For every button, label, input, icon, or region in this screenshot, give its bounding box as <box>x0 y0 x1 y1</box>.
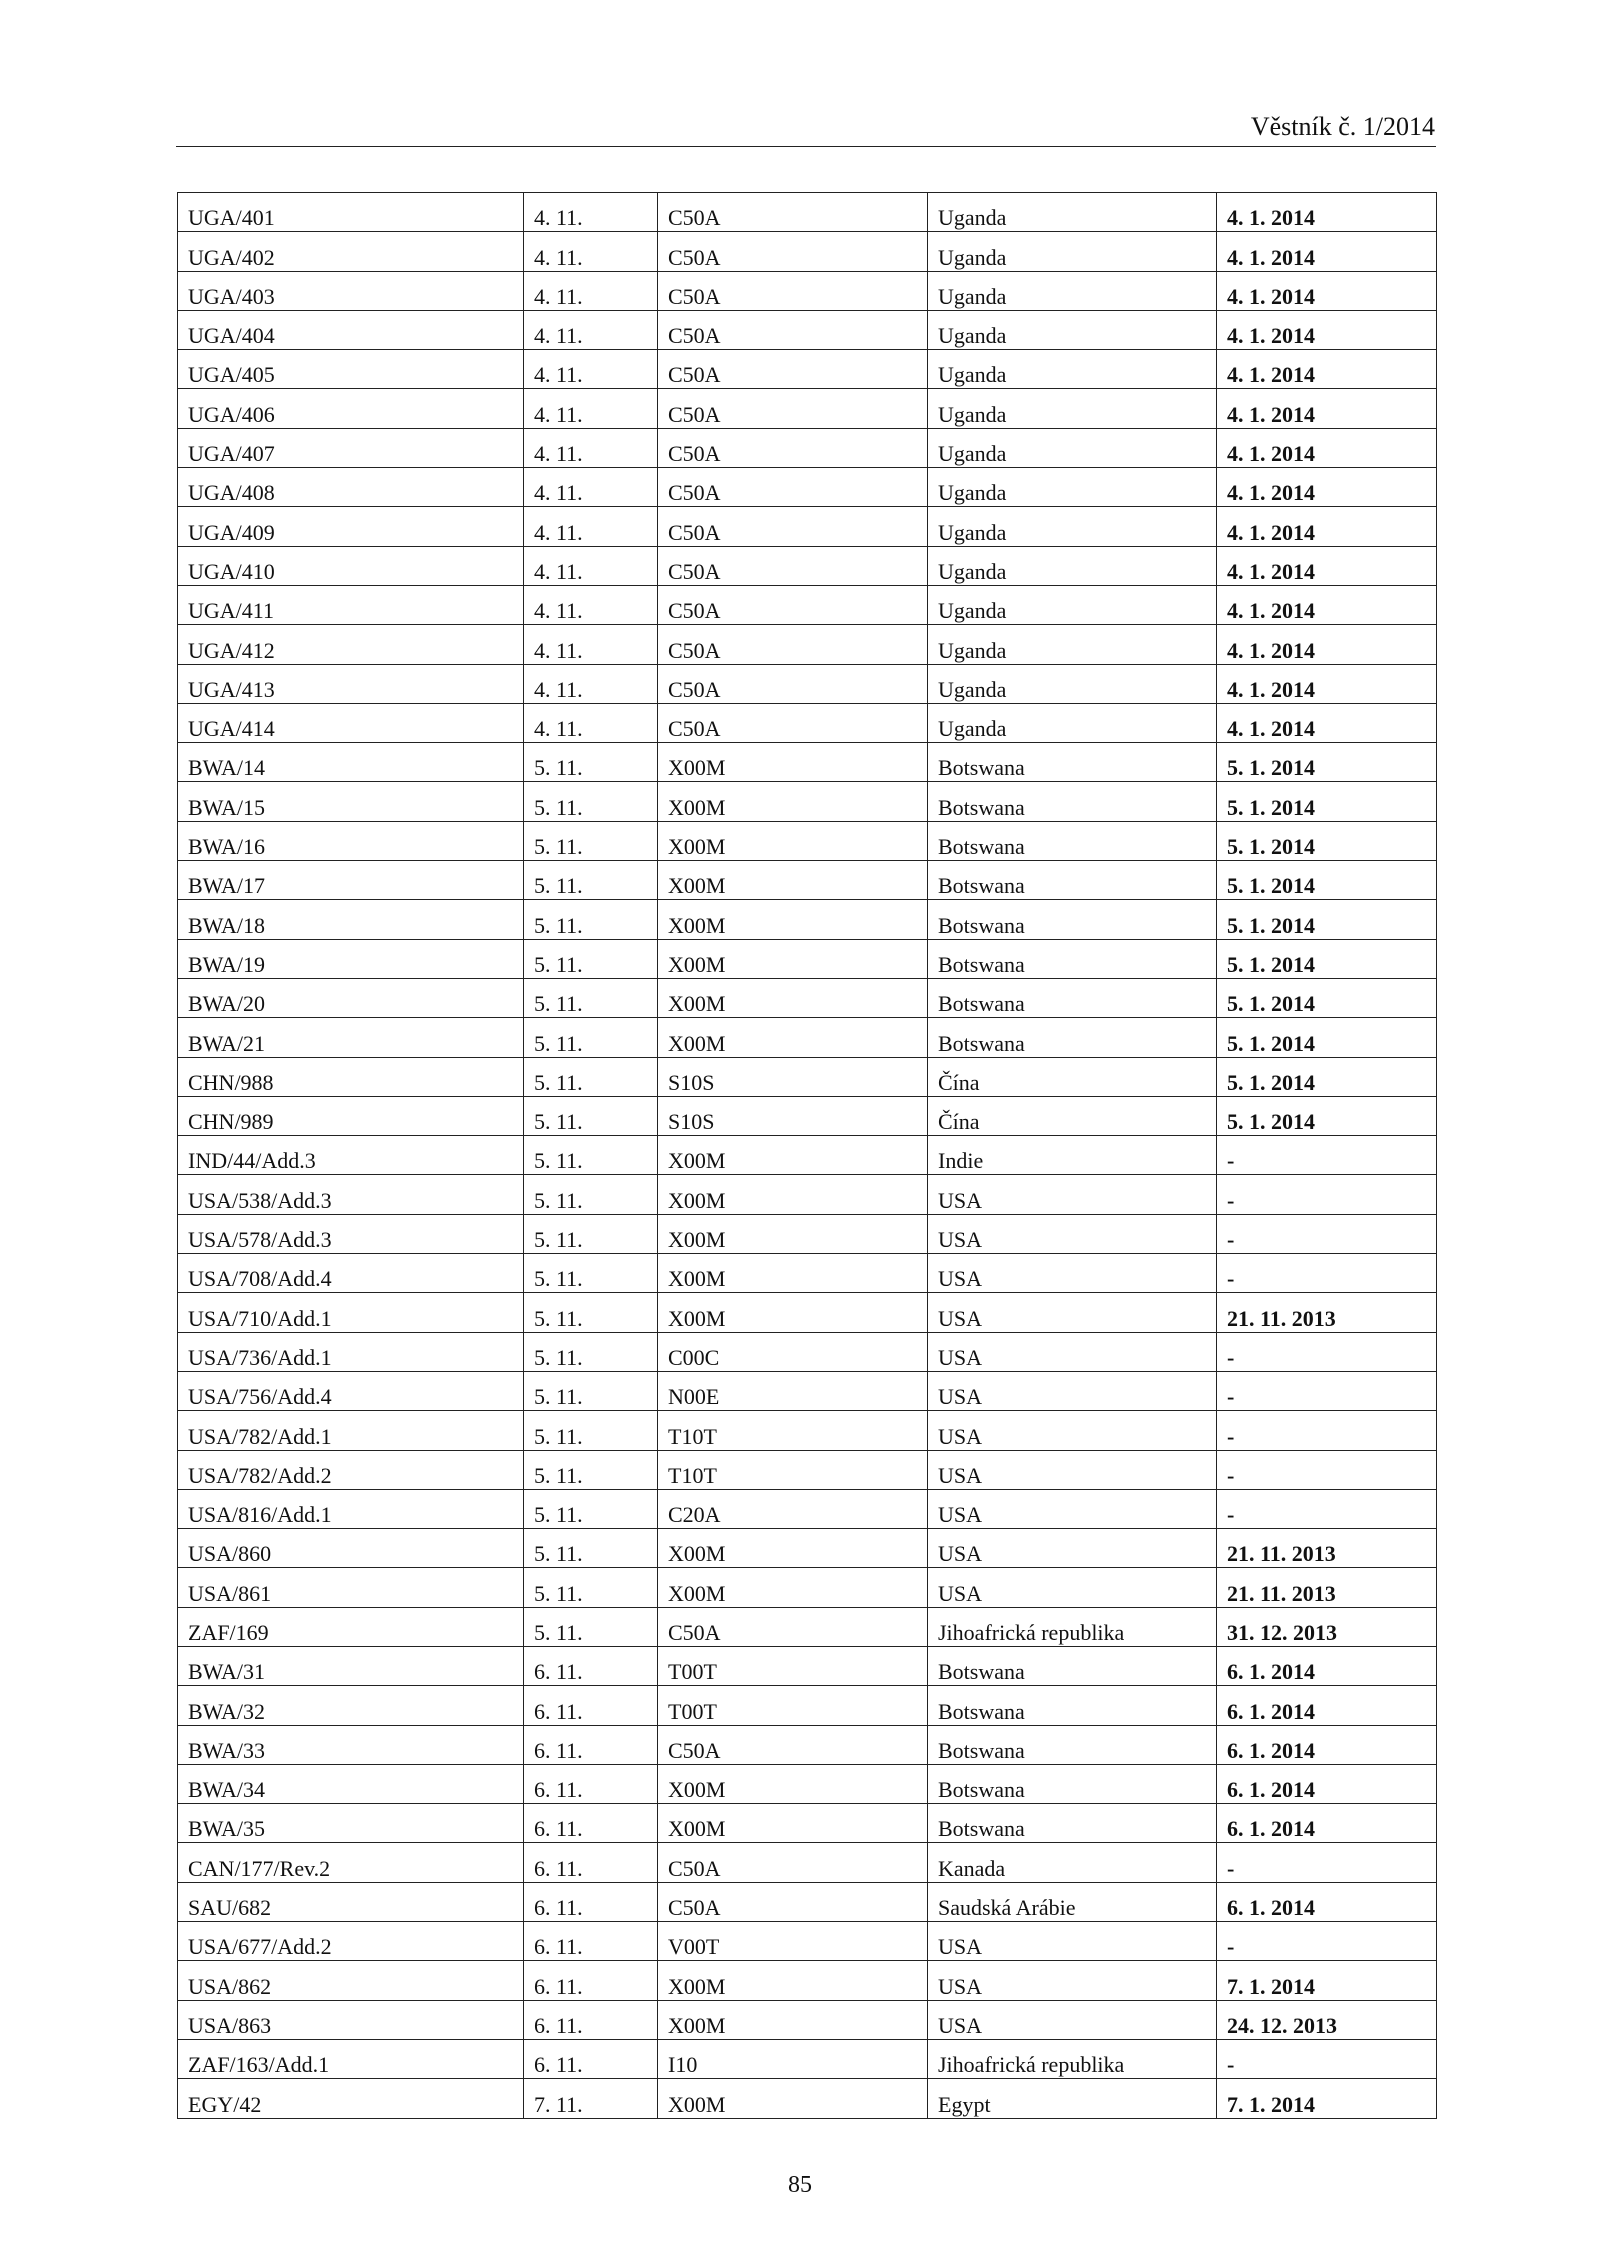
country-cell: Uganda <box>928 664 1217 703</box>
notification-code-cell: ZAF/163/Add.1 <box>178 2039 524 2078</box>
table-row <box>178 1293 1437 1332</box>
deadline-cell: - <box>1217 2039 1437 2078</box>
ics-code-cell: C50A <box>658 468 928 507</box>
country-cell: Uganda <box>928 625 1217 664</box>
deadline-cell: - <box>1217 1922 1437 1961</box>
deadline-cell: 4. 1. 2014 <box>1217 585 1437 624</box>
ics-code-cell: X00M <box>658 1136 928 1175</box>
ics-code-cell: X00M <box>658 743 928 782</box>
table-row <box>178 193 1437 232</box>
deadline-cell: 5. 1. 2014 <box>1217 1096 1437 1135</box>
deadline-cell: 4. 1. 2014 <box>1217 389 1437 428</box>
date-cell: 5. 11. <box>524 1254 658 1293</box>
ics-code-cell: C50A <box>658 350 928 389</box>
notification-code-cell: USA/816/Add.1 <box>178 1489 524 1528</box>
country-cell: Botswana <box>928 1686 1217 1725</box>
deadline-cell: 4. 1. 2014 <box>1217 428 1437 467</box>
ics-code-cell: X00M <box>658 861 928 900</box>
table-row <box>178 468 1437 507</box>
table-row <box>178 1096 1437 1135</box>
country-cell: USA <box>928 1922 1217 1961</box>
deadline-cell: 6. 1. 2014 <box>1217 1882 1437 1921</box>
country-cell: Uganda <box>928 468 1217 507</box>
ics-code-cell: X00M <box>658 2000 928 2039</box>
ics-code-cell: N00E <box>658 1371 928 1410</box>
ics-code-cell: C50A <box>658 1882 928 1921</box>
date-cell: 5. 11. <box>524 821 658 860</box>
date-cell: 4. 11. <box>524 546 658 585</box>
deadline-cell: 6. 1. 2014 <box>1217 1686 1437 1725</box>
country-cell: Uganda <box>928 271 1217 310</box>
date-cell: 5. 11. <box>524 861 658 900</box>
date-cell: 6. 11. <box>524 2039 658 2078</box>
country-cell: Čína <box>928 1096 1217 1135</box>
deadline-cell: 5. 1. 2014 <box>1217 743 1437 782</box>
notification-code-cell: UGA/407 <box>178 428 524 467</box>
date-cell: 5. 11. <box>524 1607 658 1646</box>
country-cell: Botswana <box>928 821 1217 860</box>
notification-table <box>177 192 1437 2119</box>
country-cell: Botswana <box>928 1646 1217 1685</box>
table-row <box>178 389 1437 428</box>
deadline-cell: - <box>1217 1214 1437 1253</box>
notification-code-cell: USA/708/Add.4 <box>178 1254 524 1293</box>
date-cell: 4. 11. <box>524 193 658 232</box>
table-row <box>178 1922 1437 1961</box>
deadline-cell: - <box>1217 1136 1437 1175</box>
date-cell: 5. 11. <box>524 900 658 939</box>
date-cell: 7. 11. <box>524 2079 658 2118</box>
country-cell: Botswana <box>928 1804 1217 1843</box>
notification-code-cell: BWA/33 <box>178 1725 524 1764</box>
deadline-cell: 4. 1. 2014 <box>1217 271 1437 310</box>
country-cell: USA <box>928 1293 1217 1332</box>
deadline-cell: 21. 11. 2013 <box>1217 1529 1437 1568</box>
country-cell: Botswana <box>928 978 1217 1017</box>
deadline-cell: 24. 12. 2013 <box>1217 2000 1437 2039</box>
date-cell: 6. 11. <box>524 1922 658 1961</box>
notification-code-cell: BWA/32 <box>178 1686 524 1725</box>
deadline-cell: - <box>1217 1175 1437 1214</box>
notification-code-cell: BWA/35 <box>178 1804 524 1843</box>
date-cell: 4. 11. <box>524 507 658 546</box>
date-cell: 4. 11. <box>524 310 658 349</box>
deadline-cell: 4. 1. 2014 <box>1217 232 1437 271</box>
ics-code-cell: X00M <box>658 821 928 860</box>
date-cell: 4. 11. <box>524 389 658 428</box>
deadline-cell: - <box>1217 1843 1437 1882</box>
country-cell: Uganda <box>928 389 1217 428</box>
country-cell: Botswana <box>928 743 1217 782</box>
table-row <box>178 1882 1437 1921</box>
ics-code-cell: X00M <box>658 1018 928 1057</box>
ics-code-cell: C50A <box>658 1607 928 1646</box>
table-row <box>178 1254 1437 1293</box>
deadline-cell: 5. 1. 2014 <box>1217 821 1437 860</box>
ics-code-cell: X00M <box>658 939 928 978</box>
country-cell: Botswana <box>928 900 1217 939</box>
table-row <box>178 1764 1437 1803</box>
notification-code-cell: ZAF/169 <box>178 1607 524 1646</box>
deadline-cell: 4. 1. 2014 <box>1217 546 1437 585</box>
notification-code-cell: USA/677/Add.2 <box>178 1922 524 1961</box>
table-row <box>178 546 1437 585</box>
header-divider <box>176 146 1436 147</box>
deadline-cell: 5. 1. 2014 <box>1217 861 1437 900</box>
deadline-cell: 5. 1. 2014 <box>1217 939 1437 978</box>
country-cell: USA <box>928 1332 1217 1371</box>
country-cell: Uganda <box>928 585 1217 624</box>
date-cell: 5. 11. <box>524 1136 658 1175</box>
country-cell: Uganda <box>928 232 1217 271</box>
table-row <box>178 625 1437 664</box>
table-row <box>178 821 1437 860</box>
ics-code-cell: X00M <box>658 978 928 1017</box>
date-cell: 4. 11. <box>524 585 658 624</box>
table-body <box>178 193 1437 2119</box>
country-cell: Egypt <box>928 2079 1217 2118</box>
country-cell: USA <box>928 1214 1217 1253</box>
deadline-cell: 4. 1. 2014 <box>1217 193 1437 232</box>
notification-code-cell: BWA/20 <box>178 978 524 1017</box>
table-row <box>178 1804 1437 1843</box>
date-cell: 6. 11. <box>524 2000 658 2039</box>
notification-code-cell: EGY/42 <box>178 2079 524 2118</box>
notification-code-cell: UGA/402 <box>178 232 524 271</box>
notification-code-cell: BWA/34 <box>178 1764 524 1803</box>
date-cell: 6. 11. <box>524 1686 658 1725</box>
table-row <box>178 664 1437 703</box>
date-cell: 5. 11. <box>524 1057 658 1096</box>
table-row <box>178 1411 1437 1450</box>
ics-code-cell: C50A <box>658 703 928 742</box>
table-row <box>178 1961 1437 2000</box>
deadline-cell: - <box>1217 1489 1437 1528</box>
notification-code-cell: UGA/412 <box>178 625 524 664</box>
ics-code-cell: S10S <box>658 1096 928 1135</box>
deadline-cell: 4. 1. 2014 <box>1217 468 1437 507</box>
table-row <box>178 861 1437 900</box>
deadline-cell: 5. 1. 2014 <box>1217 900 1437 939</box>
deadline-cell: 7. 1. 2014 <box>1217 2079 1437 2118</box>
date-cell: 4. 11. <box>524 350 658 389</box>
table-row <box>178 1725 1437 1764</box>
deadline-cell: 4. 1. 2014 <box>1217 350 1437 389</box>
table-row <box>178 743 1437 782</box>
ics-code-cell: C50A <box>658 271 928 310</box>
date-cell: 6. 11. <box>524 1882 658 1921</box>
ics-code-cell: C50A <box>658 389 928 428</box>
country-cell: Saudská Arábie <box>928 1882 1217 1921</box>
country-cell: Uganda <box>928 507 1217 546</box>
notification-code-cell: USA/538/Add.3 <box>178 1175 524 1214</box>
deadline-cell: 21. 11. 2013 <box>1217 1293 1437 1332</box>
country-cell: USA <box>928 1961 1217 2000</box>
table-row <box>178 2000 1437 2039</box>
table-row <box>178 1568 1437 1607</box>
notification-code-cell: UGA/406 <box>178 389 524 428</box>
table-row <box>178 1686 1437 1725</box>
deadline-cell: 6. 1. 2014 <box>1217 1725 1437 1764</box>
bulletin-title: Věstník č. 1/2014 <box>1250 112 1435 141</box>
notification-code-cell: UGA/409 <box>178 507 524 546</box>
page-number: 85 <box>788 2172 812 2198</box>
country-cell: USA <box>928 1568 1217 1607</box>
table-row <box>178 1450 1437 1489</box>
date-cell: 5. 11. <box>524 1450 658 1489</box>
ics-code-cell: X00M <box>658 1214 928 1253</box>
date-cell: 5. 11. <box>524 1489 658 1528</box>
date-cell: 4. 11. <box>524 428 658 467</box>
country-cell: Uganda <box>928 310 1217 349</box>
date-cell: 4. 11. <box>524 625 658 664</box>
notification-code-cell: USA/862 <box>178 1961 524 2000</box>
ics-code-cell: X00M <box>658 1804 928 1843</box>
deadline-cell: 5. 1. 2014 <box>1217 782 1437 821</box>
date-cell: 4. 11. <box>524 468 658 507</box>
table-row <box>178 1529 1437 1568</box>
deadline-cell: 5. 1. 2014 <box>1217 1057 1437 1096</box>
deadline-cell: - <box>1217 1371 1437 1410</box>
country-cell: Indie <box>928 1136 1217 1175</box>
country-cell: USA <box>928 1175 1217 1214</box>
notification-code-cell: BWA/31 <box>178 1646 524 1685</box>
ics-code-cell: C50A <box>658 428 928 467</box>
notification-code-cell: UGA/413 <box>178 664 524 703</box>
ics-code-cell: S10S <box>658 1057 928 1096</box>
country-cell: Čína <box>928 1057 1217 1096</box>
country-cell: Botswana <box>928 939 1217 978</box>
country-cell: Uganda <box>928 350 1217 389</box>
ics-code-cell: X00M <box>658 1961 928 2000</box>
date-cell: 4. 11. <box>524 232 658 271</box>
deadline-cell: 6. 1. 2014 <box>1217 1646 1437 1685</box>
deadline-cell: - <box>1217 1411 1437 1450</box>
ics-code-cell: X00M <box>658 2079 928 2118</box>
country-cell: Uganda <box>928 193 1217 232</box>
table-row <box>178 939 1437 978</box>
date-cell: 5. 11. <box>524 1568 658 1607</box>
ics-code-cell: C00C <box>658 1332 928 1371</box>
date-cell: 4. 11. <box>524 703 658 742</box>
ics-code-cell: C50A <box>658 232 928 271</box>
country-cell: Uganda <box>928 703 1217 742</box>
notification-code-cell: UGA/404 <box>178 310 524 349</box>
deadline-cell: 7. 1. 2014 <box>1217 1961 1437 2000</box>
deadline-cell: - <box>1217 1450 1437 1489</box>
country-cell: Botswana <box>928 1018 1217 1057</box>
notification-code-cell: UGA/410 <box>178 546 524 585</box>
deadline-cell: 4. 1. 2014 <box>1217 310 1437 349</box>
table-row <box>178 1843 1437 1882</box>
ics-code-cell: C50A <box>658 585 928 624</box>
notification-code-cell: USA/578/Add.3 <box>178 1214 524 1253</box>
notification-code-cell: CHN/989 <box>178 1096 524 1135</box>
notification-code-cell: BWA/15 <box>178 782 524 821</box>
date-cell: 5. 11. <box>524 782 658 821</box>
date-cell: 6. 11. <box>524 1646 658 1685</box>
notification-code-cell: BWA/19 <box>178 939 524 978</box>
table-row <box>178 507 1437 546</box>
country-cell: Kanada <box>928 1843 1217 1882</box>
notification-code-cell: UGA/411 <box>178 585 524 624</box>
deadline-cell: 4. 1. 2014 <box>1217 507 1437 546</box>
notification-code-cell: USA/736/Add.1 <box>178 1332 524 1371</box>
notification-code-cell: UGA/401 <box>178 193 524 232</box>
notification-code-cell: UGA/403 <box>178 271 524 310</box>
table-row <box>178 1057 1437 1096</box>
notification-code-cell: USA/710/Add.1 <box>178 1293 524 1332</box>
country-cell: Jihoafrická republika <box>928 1607 1217 1646</box>
notification-code-cell: BWA/18 <box>178 900 524 939</box>
notification-code-cell: CAN/177/Rev.2 <box>178 1843 524 1882</box>
notification-code-cell: USA/782/Add.1 <box>178 1411 524 1450</box>
notification-code-cell: USA/782/Add.2 <box>178 1450 524 1489</box>
ics-code-cell: C50A <box>658 507 928 546</box>
notification-code-cell: UGA/405 <box>178 350 524 389</box>
ics-code-cell: X00M <box>658 1175 928 1214</box>
ics-code-cell: C50A <box>658 664 928 703</box>
deadline-cell: 4. 1. 2014 <box>1217 625 1437 664</box>
ics-code-cell: C50A <box>658 193 928 232</box>
ics-code-cell: C50A <box>658 310 928 349</box>
table-row <box>178 1136 1437 1175</box>
table-row <box>178 1332 1437 1371</box>
date-cell: 5. 11. <box>524 1096 658 1135</box>
deadline-cell: 21. 11. 2013 <box>1217 1568 1437 1607</box>
date-cell: 6. 11. <box>524 1804 658 1843</box>
date-cell: 6. 11. <box>524 1764 658 1803</box>
table-row <box>178 2039 1437 2078</box>
table-row <box>178 350 1437 389</box>
date-cell: 5. 11. <box>524 1214 658 1253</box>
country-cell: Jihoafrická republika <box>928 2039 1217 2078</box>
ics-code-cell: X00M <box>658 1254 928 1293</box>
deadline-cell: 6. 1. 2014 <box>1217 1804 1437 1843</box>
country-cell: USA <box>928 1411 1217 1450</box>
ics-code-cell: T00T <box>658 1646 928 1685</box>
deadline-cell: 6. 1. 2014 <box>1217 1764 1437 1803</box>
ics-code-cell: C50A <box>658 1725 928 1764</box>
table-row <box>178 310 1437 349</box>
date-cell: 5. 11. <box>524 1371 658 1410</box>
notification-code-cell: IND/44/Add.3 <box>178 1136 524 1175</box>
notification-code-cell: CHN/988 <box>178 1057 524 1096</box>
notification-code-cell: SAU/682 <box>178 1882 524 1921</box>
ics-code-cell: X00M <box>658 1568 928 1607</box>
country-cell: USA <box>928 2000 1217 2039</box>
country-cell: Botswana <box>928 782 1217 821</box>
table-row <box>178 1018 1437 1057</box>
country-cell: USA <box>928 1371 1217 1410</box>
table-row <box>178 585 1437 624</box>
ics-code-cell: C50A <box>658 546 928 585</box>
date-cell: 4. 11. <box>524 664 658 703</box>
notification-code-cell: USA/861 <box>178 1568 524 1607</box>
country-cell: Botswana <box>928 861 1217 900</box>
ics-code-cell: X00M <box>658 1764 928 1803</box>
notification-code-cell: BWA/14 <box>178 743 524 782</box>
notification-code-cell: UGA/414 <box>178 703 524 742</box>
ics-code-cell: X00M <box>658 900 928 939</box>
country-cell: Uganda <box>928 428 1217 467</box>
notification-code-cell: BWA/21 <box>178 1018 524 1057</box>
table-row <box>178 232 1437 271</box>
ics-code-cell: V00T <box>658 1922 928 1961</box>
deadline-cell: 4. 1. 2014 <box>1217 703 1437 742</box>
ics-code-cell: I10 <box>658 2039 928 2078</box>
country-cell: USA <box>928 1529 1217 1568</box>
country-cell: Botswana <box>928 1725 1217 1764</box>
ics-code-cell: C50A <box>658 1843 928 1882</box>
date-cell: 6. 11. <box>524 1843 658 1882</box>
ics-code-cell: T10T <box>658 1411 928 1450</box>
date-cell: 5. 11. <box>524 743 658 782</box>
date-cell: 5. 11. <box>524 1529 658 1568</box>
table-row <box>178 2079 1437 2118</box>
ics-code-cell: X00M <box>658 1293 928 1332</box>
date-cell: 5. 11. <box>524 1175 658 1214</box>
deadline-cell: 31. 12. 2013 <box>1217 1607 1437 1646</box>
country-cell: USA <box>928 1254 1217 1293</box>
table-row <box>178 271 1437 310</box>
table-row <box>178 900 1437 939</box>
table-row <box>178 978 1437 1017</box>
date-cell: 4. 11. <box>524 271 658 310</box>
date-cell: 5. 11. <box>524 1293 658 1332</box>
table-row <box>178 1371 1437 1410</box>
table-row <box>178 1646 1437 1685</box>
date-cell: 5. 11. <box>524 1411 658 1450</box>
deadline-cell: 5. 1. 2014 <box>1217 978 1437 1017</box>
ics-code-cell: C50A <box>658 625 928 664</box>
date-cell: 5. 11. <box>524 1018 658 1057</box>
table-row <box>178 1489 1437 1528</box>
notification-code-cell: BWA/17 <box>178 861 524 900</box>
ics-code-cell: X00M <box>658 1529 928 1568</box>
country-cell: USA <box>928 1489 1217 1528</box>
deadline-cell: 4. 1. 2014 <box>1217 664 1437 703</box>
table-row <box>178 703 1437 742</box>
date-cell: 5. 11. <box>524 939 658 978</box>
ics-code-cell: T00T <box>658 1686 928 1725</box>
table-row <box>178 1214 1437 1253</box>
ics-code-cell: C20A <box>658 1489 928 1528</box>
notification-code-cell: BWA/16 <box>178 821 524 860</box>
table-row <box>178 428 1437 467</box>
notification-code-cell: USA/860 <box>178 1529 524 1568</box>
ics-code-cell: T10T <box>658 1450 928 1489</box>
ics-code-cell: X00M <box>658 782 928 821</box>
date-cell: 5. 11. <box>524 978 658 1017</box>
table-row <box>178 782 1437 821</box>
country-cell: USA <box>928 1450 1217 1489</box>
notification-code-cell: UGA/408 <box>178 468 524 507</box>
country-cell: Uganda <box>928 546 1217 585</box>
country-cell: Botswana <box>928 1764 1217 1803</box>
notification-code-cell: USA/756/Add.4 <box>178 1371 524 1410</box>
notification-code-cell: USA/863 <box>178 2000 524 2039</box>
deadline-cell: 5. 1. 2014 <box>1217 1018 1437 1057</box>
deadline-cell: - <box>1217 1254 1437 1293</box>
deadline-cell: - <box>1217 1332 1437 1371</box>
table-row <box>178 1607 1437 1646</box>
table-row <box>178 1175 1437 1214</box>
date-cell: 6. 11. <box>524 1961 658 2000</box>
date-cell: 6. 11. <box>524 1725 658 1764</box>
date-cell: 5. 11. <box>524 1332 658 1371</box>
